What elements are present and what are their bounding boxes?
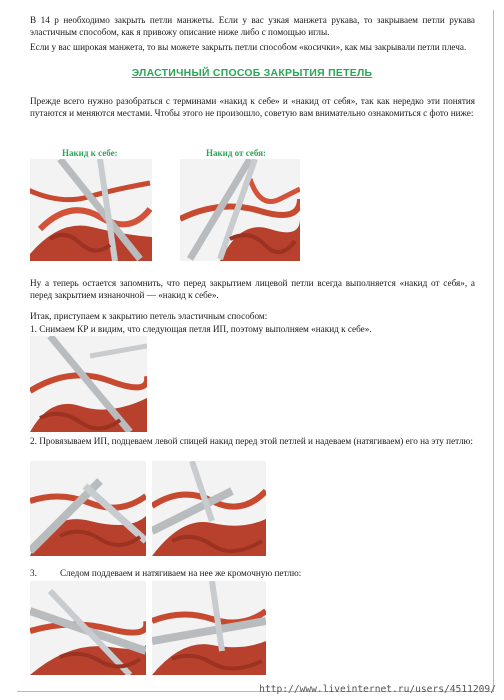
intro-line-1: В 14 р необходимо закрыть петли манжеты. Если у вас узкая манжета рукава, то закрываем петли рукава эластичным способом, как я привожу описание ниже либо с помощью иглы.	[30, 15, 475, 38]
step-3-text: Следом поддеваем и натягиваем на нее же кромочную петлю:	[60, 568, 302, 578]
step-2-text: 2. Провязываем ИП, подцеваем левой спицей накид перед этой петлей и надеваем (натягиваем) его на эту петлю:	[30, 436, 473, 446]
photo-step-2a	[30, 461, 146, 556]
photo-step-3b	[152, 581, 266, 675]
start-paragraph: Итак, приступаем к закрытию петель эластичным способом:	[30, 311, 268, 321]
intro-line-2: Если у вас широкая манжета, то вы можете закрыть петли способом «косички», как мы закрывали петли плеча.	[30, 42, 467, 52]
source-watermark: http://www.liveinternet.ru/users/4511209/	[259, 684, 496, 695]
photo-step-3a	[30, 581, 146, 675]
step-3-number: 3.	[30, 568, 37, 578]
step-1-text: 1. Снимаем КР и видим, что следующая петля ИП, поэтому выполняем «накид к себе».	[30, 324, 372, 334]
caption-toward: Накид к себе:	[62, 148, 118, 158]
photo-step-2b	[152, 461, 266, 556]
section-heading: ЭЛАСТИЧНЫЙ СПОСОБ ЗАКРЫТИЯ ПЕТЕЛЬ	[131, 68, 373, 79]
remember-paragraph: Ну а теперь остается запомнить, что перед закрытием лицевой петли всегда выполняется «накид от себя», а перед закрытием изнаночной — «накид к себе».	[30, 278, 475, 301]
caption-away: Накид от себя:	[206, 148, 266, 158]
photo-yarn-away	[180, 159, 300, 261]
photo-yarn-toward	[30, 159, 152, 261]
terms-paragraph: Прежде всего нужно разобраться с терминами «накид к себе» и «накид от себя», так как нередко эти понятия путаются и меняются местами. Чтобы этого не произошло, советую вам внимательно ознакомиться с фото ниже:	[30, 96, 475, 119]
photo-step-1	[30, 336, 147, 432]
